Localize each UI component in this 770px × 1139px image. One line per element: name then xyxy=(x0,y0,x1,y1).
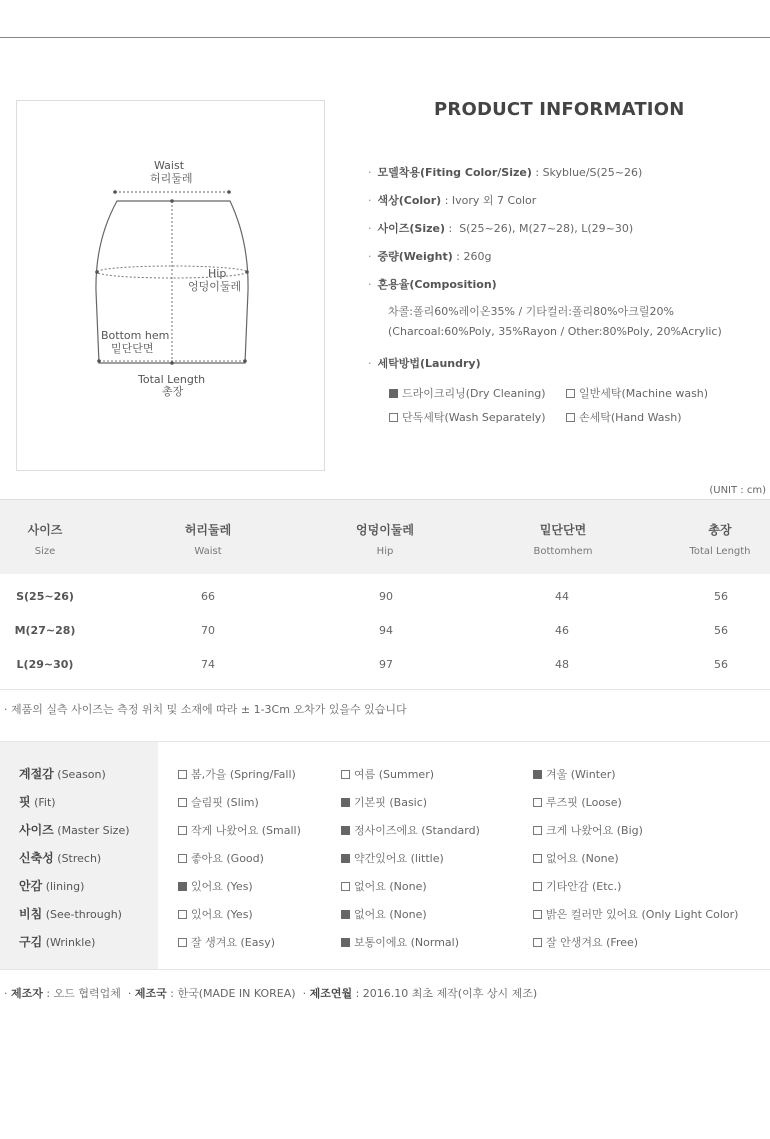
size-table-header xyxy=(0,499,770,574)
top-divider xyxy=(0,37,770,38)
info-label: 혼용율(Composition) xyxy=(377,278,497,291)
info-value: S(25~26), M(27~28), L(29~30) xyxy=(459,222,634,235)
attr-season-label: 계절감 (Season) xyxy=(19,767,106,781)
header-waist: 허리둘레 Waist xyxy=(184,523,232,557)
skirt-measurement-diagram xyxy=(16,100,325,471)
unchecked-box-icon xyxy=(533,910,542,919)
checked-box-icon xyxy=(389,389,398,398)
attr-option: 겨울 (Winter) xyxy=(533,766,616,782)
unchecked-box-icon xyxy=(566,413,575,422)
attr-option: 루즈핏 (Loose) xyxy=(533,794,622,810)
country-value: 한국(MADE IN KOREA) xyxy=(177,987,296,1000)
hem-cell: 48 xyxy=(555,658,569,671)
country-label: 제조국 xyxy=(134,987,167,1000)
waist-cell: 70 xyxy=(201,624,215,637)
attr-option: 잘 안생겨요 (Free) xyxy=(533,934,638,950)
attr-option: 잘 생겨요 (Easy) xyxy=(178,934,275,950)
date-label: 제조연월 xyxy=(309,987,353,1000)
hem-label-ko: 밑단단면 xyxy=(111,342,154,355)
hip-label-ko: 엉덩이둘레 xyxy=(188,280,242,293)
size-tolerance-note: · 제품의 실측 사이즈는 측정 위치 및 소재에 따라 ± 1-3Cm 오차가 있을수 있습니다 xyxy=(4,703,407,716)
unchecked-box-icon xyxy=(178,910,187,919)
unchecked-box-icon xyxy=(533,938,542,947)
length-label-en: Total Length xyxy=(138,373,206,386)
info-value: 260g xyxy=(463,250,492,263)
header-hip: 엉덩이둘레 Hip xyxy=(356,523,414,557)
unchecked-box-icon xyxy=(389,413,398,422)
unchecked-box-icon xyxy=(178,938,187,947)
divider xyxy=(0,969,770,970)
hip-cell: 94 xyxy=(379,624,393,637)
waist-label-ko: 허리둘레 xyxy=(150,172,193,185)
info-row-laundry: · 세탁방법(Laundry) xyxy=(368,357,481,370)
attr-option: 없어요 (None) xyxy=(341,878,427,894)
hip-cell: 97 xyxy=(379,658,393,671)
waist-cell: 74 xyxy=(201,658,215,671)
laundry-option-machine-wash: 일반세탁(Machine wash) xyxy=(566,385,708,401)
manufacturing-info: · 제조자 : 오드 협력업체 · 제조국 : 한국(MADE IN KOREA) · 제조연월 : 2016.10 최초 제작(이후 상시 제조) xyxy=(4,987,538,1000)
attr-option: 밝은 컬러만 있어요 (Only Light Color) xyxy=(533,906,738,922)
checked-box-icon xyxy=(341,910,350,919)
info-label: 사이즈(Size) xyxy=(377,222,445,235)
attr-fit-label: 핏 (Fit) xyxy=(19,795,56,809)
length-cell: 56 xyxy=(714,590,728,603)
info-row-size: · 사이즈(Size) : S(25~26), M(27~28), L(29~30) xyxy=(368,222,634,235)
info-label: 중량(Weight) xyxy=(377,250,453,263)
unchecked-box-icon xyxy=(533,826,542,835)
header-length: 총장 Total Length xyxy=(689,523,751,557)
attr-option: 보통이에요 (Normal) xyxy=(341,934,459,950)
attr-option: 있어요 (Yes) xyxy=(178,906,253,922)
info-row-composition: · 혼용율(Composition) xyxy=(368,278,497,291)
attr-option: 봄,가을 (Spring/Fall) xyxy=(178,766,296,782)
header-hem: 밑단단면 Bottomhem xyxy=(533,523,593,557)
unchecked-box-icon xyxy=(178,798,187,807)
info-value: Skyblue/S(25~26) xyxy=(542,166,643,179)
unchecked-box-icon xyxy=(178,854,187,863)
attr-option: 기본핏 (Basic) xyxy=(341,794,427,810)
info-label: 모델착용(Fiting Color/Size) xyxy=(377,166,532,179)
unchecked-box-icon xyxy=(341,770,350,779)
header-size: 사이즈 Size xyxy=(27,523,63,557)
waist-label-en: Waist xyxy=(154,159,185,172)
attr-option: 약간있어요 (little) xyxy=(341,850,444,866)
composition-line-2: (Charcoal:60%Poly, 35%Rayon / Other:80%Poly, 20%Acrylic) xyxy=(388,325,722,338)
hip-label-en: Hip xyxy=(208,267,227,280)
skirt-outline-icon xyxy=(17,101,326,472)
attr-see-through-label: 비침 (See-through) xyxy=(19,907,122,921)
laundry-option-hand-wash: 손세탁(Hand Wash) xyxy=(566,409,682,425)
info-row-model: · 모델착용(Fiting Color/Size) : Skyblue/S(25~26) xyxy=(368,166,643,179)
laundry-label: 세탁방법(Laundry) xyxy=(377,357,481,370)
hip-cell: 90 xyxy=(379,590,393,603)
checked-box-icon xyxy=(341,854,350,863)
attr-option: 없어요 (None) xyxy=(533,850,619,866)
unchecked-box-icon xyxy=(341,882,350,891)
attr-option: 정사이즈에요 (Standard) xyxy=(341,822,480,838)
size-cell: M(27~28) xyxy=(14,624,76,637)
divider xyxy=(0,689,770,690)
info-row-weight: · 중량(Weight) : 260g xyxy=(368,250,492,263)
attr-option: 없어요 (None) xyxy=(341,906,427,922)
unchecked-box-icon xyxy=(533,798,542,807)
attr-option: 기타안감 (Etc.) xyxy=(533,878,621,894)
checked-box-icon xyxy=(341,826,350,835)
product-info-title: PRODUCT INFORMATION xyxy=(434,99,685,120)
attr-option: 크게 나왔어요 (Big) xyxy=(533,822,643,838)
date-value: 2016.10 최초 제작(이후 상시 제조) xyxy=(362,987,538,1000)
info-row-color: · 색상(Color) : Ivory 외 7 Color xyxy=(368,194,537,207)
waist-cell: 66 xyxy=(201,590,215,603)
unchecked-box-icon xyxy=(533,882,542,891)
laundry-option-wash-separately: 단독세탁(Wash Separately) xyxy=(389,409,546,425)
unchecked-box-icon xyxy=(178,826,187,835)
unchecked-box-icon xyxy=(178,770,187,779)
hem-cell: 46 xyxy=(555,624,569,637)
attr-wrinkle-label: 구김 (Wrinkle) xyxy=(19,935,96,949)
size-cell: L(29~30) xyxy=(16,658,74,671)
size-cell: S(25~26) xyxy=(16,590,74,603)
attr-option: 좋아요 (Good) xyxy=(178,850,264,866)
attr-option: 슬림핏 (Slim) xyxy=(178,794,259,810)
checked-box-icon xyxy=(341,798,350,807)
attr-option: 여름 (Summer) xyxy=(341,766,434,782)
laundry-option-dry-cleaning: 드라이크리닝(Dry Cleaning) xyxy=(389,385,546,401)
attr-master-size-label: 사이즈 (Master Size) xyxy=(19,823,130,837)
length-cell: 56 xyxy=(714,624,728,637)
unit-label: (UNIT : cm) xyxy=(709,485,766,496)
hem-label-en: Bottom hem xyxy=(101,329,170,342)
composition-line-1: 차콜:폴리60%레이온35% / 기타컬러:폴리80%아크릴20% xyxy=(388,305,674,318)
length-label-ko: 총장 xyxy=(162,385,184,398)
maker-label: 제조자 xyxy=(11,987,43,1000)
info-value: Ivory 외 7 Color xyxy=(451,194,537,207)
maker-value: 오드 협력업체 xyxy=(53,987,121,1000)
hem-cell: 44 xyxy=(555,590,569,603)
info-label: 색상(Color) xyxy=(377,194,442,207)
attr-option: 작게 나왔어요 (Small) xyxy=(178,822,301,838)
checked-box-icon xyxy=(341,938,350,947)
attr-stretch-label: 신축성 (Strech) xyxy=(19,851,102,865)
attr-lining-label: 안감 (lining) xyxy=(19,879,85,893)
checked-box-icon xyxy=(178,882,187,891)
length-cell: 56 xyxy=(714,658,728,671)
checked-box-icon xyxy=(533,770,542,779)
attr-option: 있어요 (Yes) xyxy=(178,878,253,894)
unchecked-box-icon xyxy=(566,389,575,398)
unchecked-box-icon xyxy=(533,854,542,863)
